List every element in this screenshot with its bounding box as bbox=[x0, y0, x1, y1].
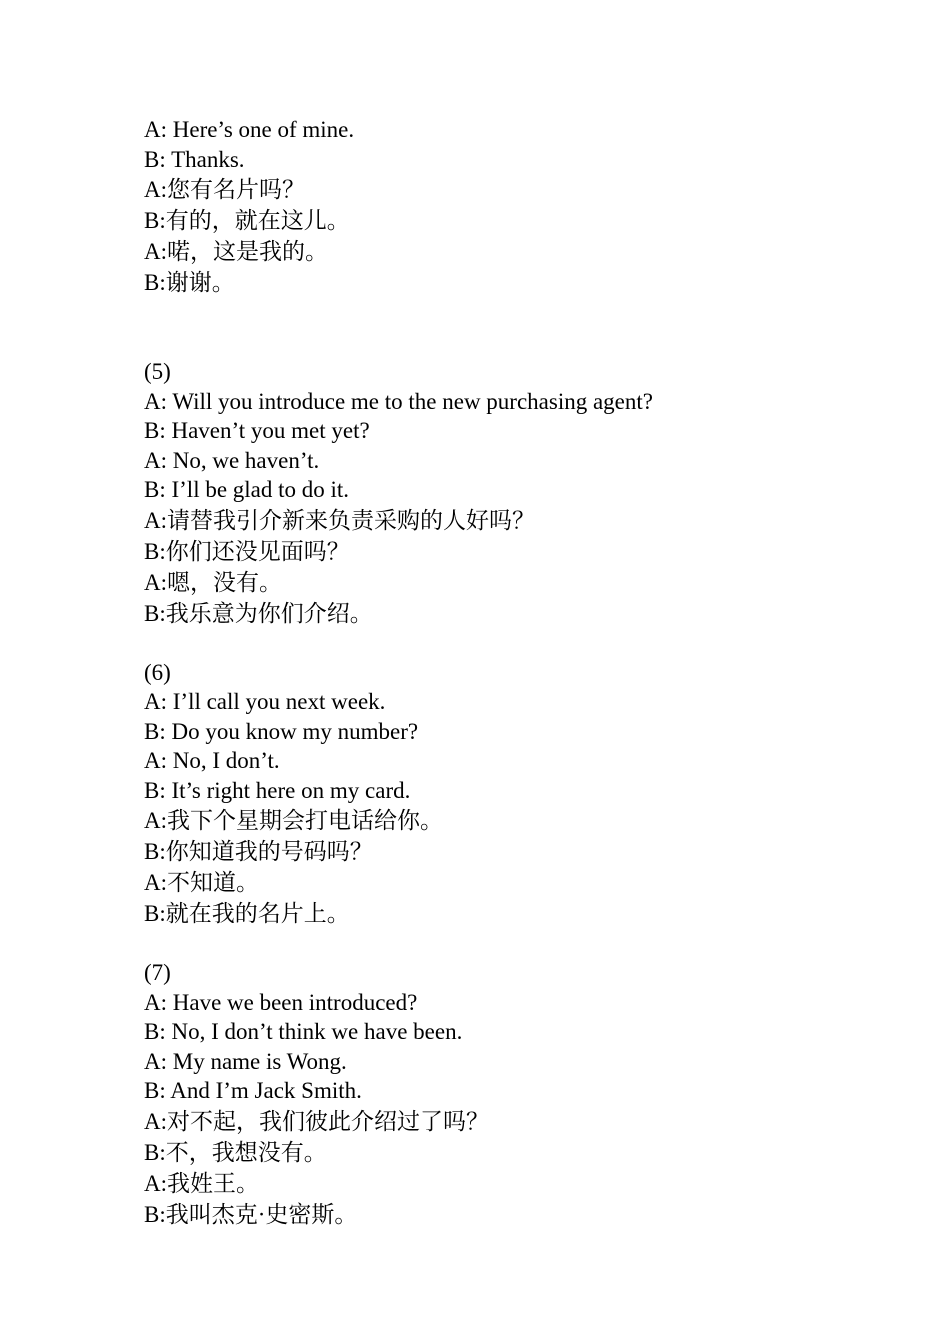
dialogue-line: B:你知道我的号码吗？ bbox=[144, 839, 373, 864]
dialogue-line: A: No, we haven’t. bbox=[144, 447, 320, 473]
spacer bbox=[144, 929, 844, 958]
dialogue-line: A:请替我引介新来负责采购的人好吗？ bbox=[144, 507, 535, 533]
document-page bbox=[144, 115, 844, 1230]
dialogue-line: A: Here’s one of mine. bbox=[144, 117, 355, 142]
dialogue-number: (5) bbox=[144, 359, 171, 384]
dialogue-line: B: Thanks. bbox=[144, 146, 245, 172]
dialogue-line: B:谢谢。 bbox=[144, 270, 235, 295]
dialogue-line: A: Have we been introduced? bbox=[144, 989, 418, 1015]
dialogue-line: A:不知道。 bbox=[144, 870, 259, 895]
dialogue-block-7 bbox=[144, 958, 844, 1230]
dialogue-line: A: No, I don’t. bbox=[144, 748, 280, 773]
dialogue-line: B: And I’m Jack Smith. bbox=[144, 1078, 362, 1103]
dialogue-line: B:我叫杰克·史密斯。 bbox=[144, 1201, 358, 1227]
dialogue-line: A:嗯，没有。 bbox=[144, 569, 282, 595]
dialogue-line: A: Will you introduce me to the new purchasing agent? bbox=[144, 388, 653, 414]
dialogue-line: B:就在我的名片上。 bbox=[144, 901, 350, 926]
dialogue-block-continued bbox=[144, 115, 844, 298]
dialogue-block-6 bbox=[144, 658, 844, 930]
dialogue-line: A:对不起，我们彼此介绍过了吗？ bbox=[144, 1108, 489, 1134]
dialogue-number: (7) bbox=[144, 960, 171, 985]
dialogue-line: B:不，我想没有。 bbox=[144, 1139, 327, 1165]
dialogue-number: (6) bbox=[144, 659, 171, 685]
dialogue-line: A:我姓王。 bbox=[144, 1170, 259, 1196]
dialogue-line: A:喏，这是我的。 bbox=[144, 239, 328, 264]
dialogue-line: B: Haven’t you met yet? bbox=[144, 418, 370, 443]
dialogue-line: A: I’ll call you next week. bbox=[144, 689, 386, 714]
dialogue-line: B: I’ll be glad to do it. bbox=[144, 477, 350, 502]
dialogue-line: B: Do you know my number? bbox=[144, 718, 419, 744]
dialogue-line: A:您有名片吗？ bbox=[144, 177, 305, 202]
spacer bbox=[144, 629, 844, 658]
dialogue-line: B: No, I don’t think we have been. bbox=[144, 1019, 463, 1044]
dialogue-line: A: My name is Wong. bbox=[144, 1048, 347, 1074]
dialogue-block-5 bbox=[144, 357, 844, 629]
dialogue-line: B: It’s right here on my card. bbox=[144, 777, 411, 803]
dialogue-line: A:我下个星期会打电话给你。 bbox=[144, 808, 443, 833]
spacer bbox=[144, 298, 844, 357]
dialogue-line: B:有的，就在这儿。 bbox=[144, 208, 350, 233]
dialogue-line: B:你们还没见面吗？ bbox=[144, 538, 350, 564]
dialogue-line: B:我乐意为你们介绍。 bbox=[144, 600, 373, 626]
